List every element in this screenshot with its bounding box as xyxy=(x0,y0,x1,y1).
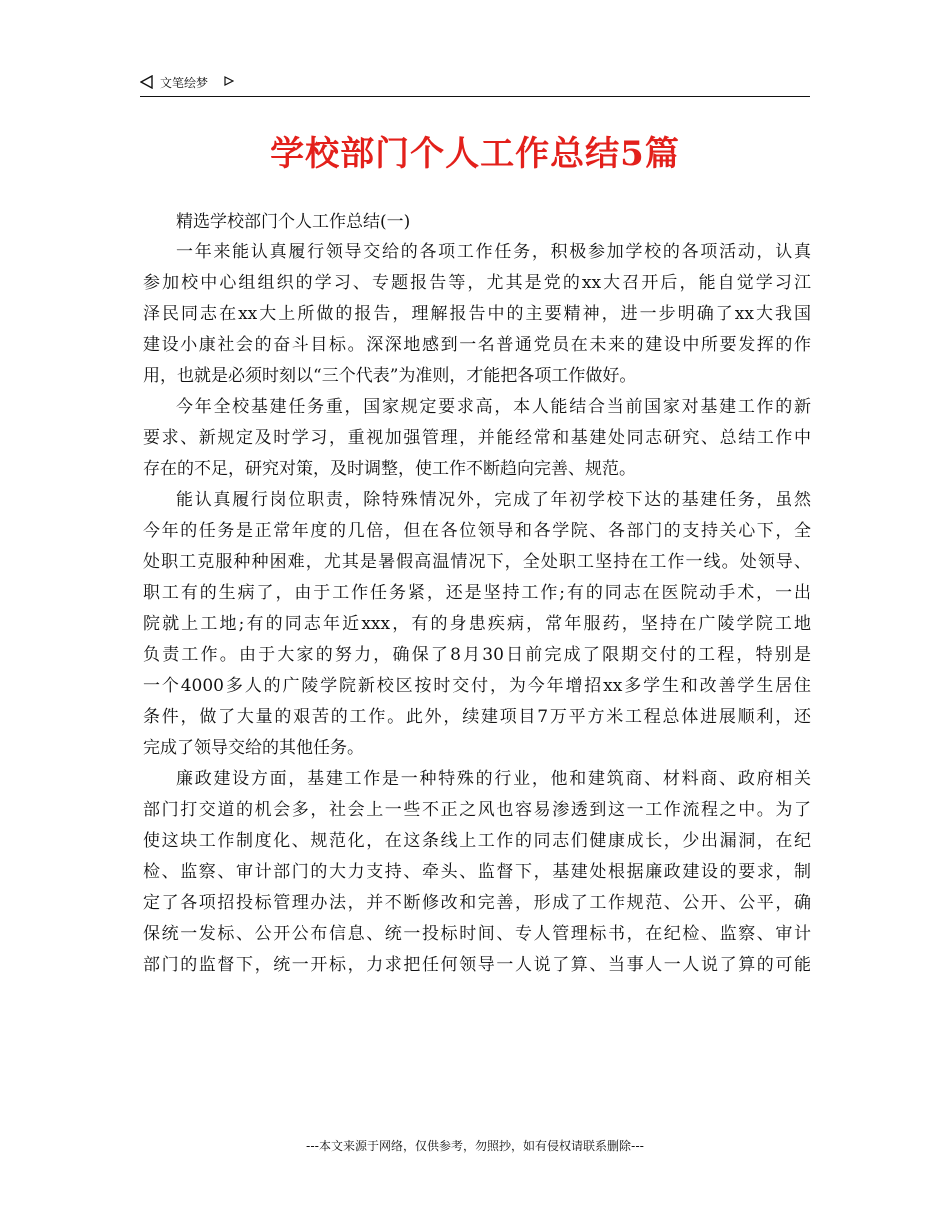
text-line: 泽民同志在xx大上所做的报告，理解报告中的主要精神，进一步明确了xx大我国 xyxy=(143,304,811,324)
text-line: 参加校中心组组织的学习、专题报告等，尤其是党的xx大召开后，能自觉学习江 xyxy=(143,273,811,293)
text-line: 院就上工地;有的同志年近xxx，有的身患疾病，常年服药，坚持在广陵学院工地 xyxy=(143,614,811,634)
text-line: 一年来能认真履行领导交给的各项工作任务，积极参加学校的各项活动，认真 xyxy=(176,242,811,262)
text-line: 一个4000多人的广陵学院新校区按时交付，为今年增招xx多学生和改善学生居住 xyxy=(143,676,811,696)
text-line: 部门的监督下，统一开标，力求把任何领导一人说了算、当事人一人说了算的可能 xyxy=(143,955,811,975)
triangle-left-icon xyxy=(140,75,154,89)
text-line: 使这块工作制度化、规范化，在这条线上工作的同志们健康成长，少出漏洞，在纪 xyxy=(143,831,811,851)
text-line: 定了各项招投标管理办法，并不断修改和完善，形成了工作规范、公开、公平，确 xyxy=(143,893,811,913)
text-line: 要求、新规定及时学习，重视加强管理，并能经常和基建处同志研究、总结工作中 xyxy=(143,428,811,448)
page-header xyxy=(140,72,810,97)
text-line: 今年全校基建任务重，国家规定要求高，本人能结合当前国家对基建工作的新 xyxy=(176,397,811,417)
text-line: 存在的不足，研究对策，及时调整，使工作不断趋向完善、规范。 xyxy=(143,459,636,479)
page-footer: ---本文来源于网络，仅供参考，勿照抄，如有侵权请联系删除--- xyxy=(306,1139,644,1153)
text-line: 今年的任务是正常年度的几倍，但在各位领导和各学院、各部门的支持关心下，全 xyxy=(143,521,811,541)
triangle-right-icon xyxy=(224,76,234,86)
text-line: 完成了领导交给的其他任务。 xyxy=(143,738,364,758)
text-line: 条件，做了大量的艰苦的工作。此外，续建项目7万平方米工程总体进展顺利，还 xyxy=(143,707,811,727)
header-brand: 文笔绘梦 xyxy=(160,76,209,90)
document-body xyxy=(143,207,811,981)
text-line: 廉政建设方面，基建工作是一种特殊的行业，他和建筑商、材料商、政府相关 xyxy=(176,769,811,789)
text-line: 检、监察、审计部门的大力支持、牵头、监督下，基建处根据廉政建设的要求，制 xyxy=(143,862,811,882)
text-line: 保统一发标、公开公布信息、统一投标时间、专人管理标书，在纪检、监察、审计 xyxy=(143,924,811,944)
text-line: 建设小康社会的奋斗目标。深深地感到一名普通党员在未来的建设中所要发挥的作 xyxy=(143,335,811,355)
document-title: 学校部门个人工作总结5篇 xyxy=(270,134,680,174)
text-line: 能认真履行岗位职责，除特殊情况外，完成了年初学校下达的基建任务，虽然 xyxy=(176,490,811,510)
text-line: 处职工克服种种困难，尤其是暑假高温情况下，全处职工坚持在工作一线。处领导、 xyxy=(143,552,811,572)
text-line: 用，也就是必须时刻以“三个代表”为准则，才能把各项工作做好。 xyxy=(143,366,637,386)
text-line: 负责工作。由于大家的努力，确保了8月30日前完成了限期交付的工程，特别是 xyxy=(143,645,811,665)
text-line: 部门打交道的机会多，社会上一些不正之风也容易渗透到这一工作流程之中。为了 xyxy=(143,800,811,820)
text-line: 职工有的生病了，由于工作任务紧，还是坚持工作;有的同志在医院动手术，一出 xyxy=(143,583,811,603)
section-subheading: 精选学校部门个人工作总结(一) xyxy=(176,212,411,232)
